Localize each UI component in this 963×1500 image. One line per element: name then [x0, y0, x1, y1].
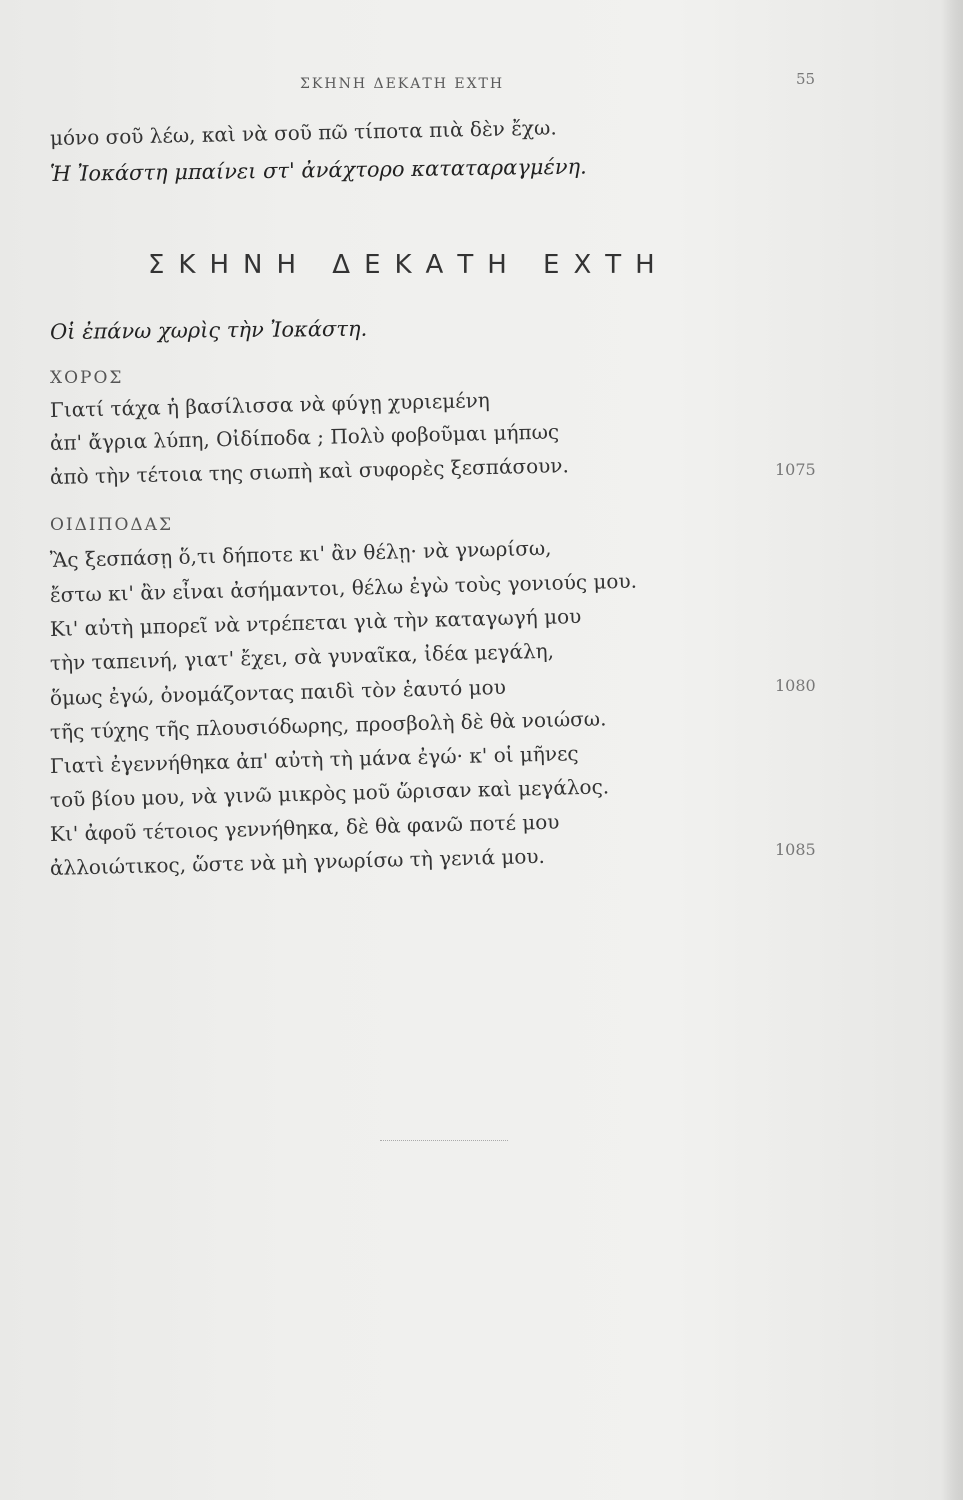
page-number: 55 — [796, 70, 816, 88]
line-number-1080: 1080 — [775, 676, 816, 695]
oedipus-line-5: ὅμως ἐγώ, ὀνομάζοντας παιδὶ τὸν ἑαυτό μου — [49, 674, 507, 710]
chorus-line-3: ἀπὸ τὴν τέτοια της σιωπὴ καὶ συφορὲς ξεσπάσουν. — [49, 453, 570, 489]
scene-direction: Οἱ ἐπάνω χωρὶς τὴν Ἰοκάστη. — [49, 316, 368, 344]
scene-title: ΣΚΗΝΗ ΔΕΚΑΤΗ ΕΧΤΗ — [148, 250, 669, 280]
oedipus-line-9: Κι' ἀφοῦ τέτοιος γεννήθηκα, δὲ θὰ φανῶ ποτέ μου — [49, 809, 560, 846]
chorus-line-2: ἀπ' ἄγρια λύπη, Οἰδίποδα ; Πολὺ φοβοῦμαι μήπως — [49, 419, 560, 455]
oedipus-line-10: ἀλλοιώτικος, ὥστε νὰ μὴ γνωρίσω τὴ γενιά μου. — [49, 843, 546, 880]
running-head: ΣΚΗΝΗ ΔΕΚΑΤΗ ΕΧΤΗ — [300, 76, 505, 92]
intro-line-1: μόνο σοῦ λέω, καὶ νὰ σοῦ πῶ τίποτα πιὰ δὲν ἔχω. — [49, 115, 557, 150]
oedipus-line-2: ἔστω κι' ἂν εἶναι ἀσήμαντοι, θέλω ἐγὼ τοὺς γονιούς μου. — [49, 568, 638, 607]
oedipus-line-4: τὴν ταπεινή, γιατ' ἔχει, σὰ γυναῖκα, ἰδέα μεγάλη, — [49, 638, 555, 675]
oedipus-line-7: Γιατὶ ἐγεννήθηκα ἀπ' αὐτὴ τὴ μάνα ἐγώ· κ' οἱ μῆνες — [49, 741, 579, 778]
page-edge-shadow — [941, 0, 963, 1500]
oedipus-line-3: Κι' αὐτὴ μπορεῖ νὰ ντρέπεται γιὰ τὴν καταγωγή μου — [49, 604, 582, 641]
line-number-1085: 1085 — [775, 840, 816, 859]
oedipus-line-1: Ἂς ξεσπάσῃ ὅ,τι δήποτε κι' ἂν θέλῃ· νὰ γνωρίσω, — [49, 535, 552, 572]
stage-direction-exit: Ἡ Ἰοκάστη μπαίνει στ' ἀνάχτορο καταταραγμένη. — [49, 154, 587, 186]
oedipus-line-6: τῆς τύχης τῆς πλουσιόδωρης, προσβολὴ δὲ θὰ νοιώσω. — [49, 706, 607, 744]
speaker-chorus: ΧΟΡΟΣ — [50, 368, 124, 388]
chorus-line-1: Γιατί τάχα ἡ βασίλισσα νὰ φύγῃ χυριεμένη — [49, 388, 491, 422]
line-number-1075: 1075 — [775, 460, 816, 479]
speaker-oedipus: ΟΙΔΙΠΟΔΑΣ — [50, 515, 173, 535]
end-of-text-rule — [380, 1140, 508, 1141]
oedipus-line-8: τοῦ βίου μου, νὰ γινῶ μικρὸς μοῦ ὥρισαν καὶ μεγάλος. — [49, 774, 610, 812]
